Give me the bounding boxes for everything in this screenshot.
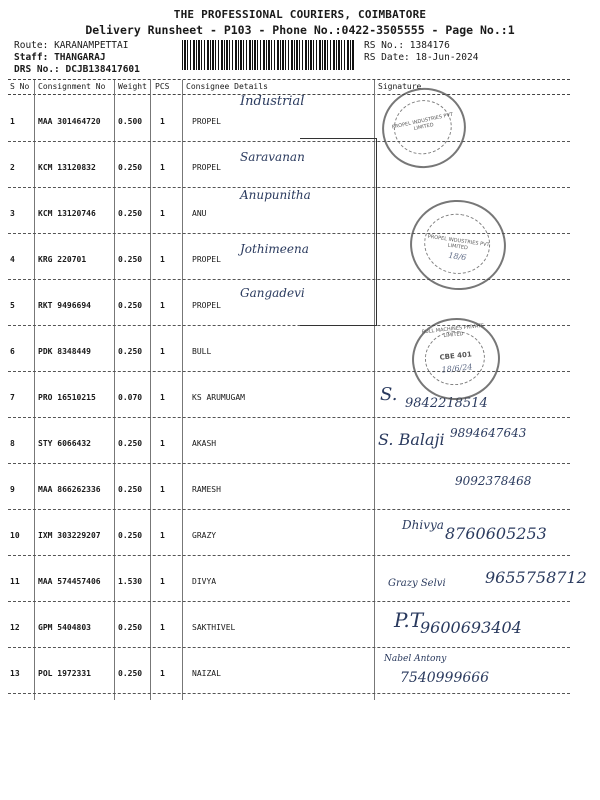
stamp-date: 18/6/24 <box>441 362 473 375</box>
row-sno: 12 <box>10 623 20 632</box>
row-weight: 0.250 <box>118 669 143 678</box>
row-sno: 1 <box>10 117 15 126</box>
row-sno: 13 <box>10 669 20 678</box>
drs-value: DCJB138417601 <box>65 64 140 75</box>
row-sno: 3 <box>10 209 15 218</box>
drs-label: DRS No.: <box>14 64 60 75</box>
row-handwriting: Industrial <box>240 94 305 109</box>
stamp-text: BULL MACHINES PRIVATE LIMITED <box>421 322 485 340</box>
stamp-text: PROPEL INDUSTRIES PVT LIMITED <box>427 233 490 252</box>
row-weight: 0.250 <box>118 163 143 172</box>
row-consignment-no: PRO 16510215 <box>38 393 96 402</box>
row-pcs: 1 <box>160 255 165 264</box>
row-weight: 0.250 <box>118 301 143 310</box>
table-row <box>8 96 570 142</box>
col-consignee: Consignee Details <box>186 82 268 91</box>
signature-row8: S. Balaji <box>378 430 445 449</box>
signature-row13: Nabel Antony <box>384 654 447 664</box>
stamp-handwritten-date: 18/6 <box>447 250 467 263</box>
row-handwriting: 8760605253 <box>445 524 547 543</box>
table-row <box>8 464 570 510</box>
row-handwriting: 9655758712 <box>485 568 587 587</box>
signature-row7: S. <box>380 384 398 405</box>
col-weight: Weight <box>118 82 147 91</box>
runsheet-subtitle: Delivery Runsheet - P103 - Phone No.:0422-3505555 - Page No.:1 <box>85 23 515 37</box>
row-sno: 9 <box>10 485 15 494</box>
row-pcs: 1 <box>160 393 165 402</box>
col-sno: S No <box>10 82 30 91</box>
row-weight: 0.250 <box>118 531 143 540</box>
col-pcs: PCS <box>155 82 170 91</box>
row-pcs: 1 <box>160 209 165 218</box>
row-pcs: 1 <box>160 301 165 310</box>
row-pcs: 1 <box>160 577 165 586</box>
table-row <box>8 556 587 602</box>
row-consignment-no: IXM 303229207 <box>38 531 101 540</box>
row-handwriting: Anupunitha <box>240 188 311 202</box>
row-consignee: AKASH <box>192 439 217 448</box>
table-row <box>8 648 570 694</box>
row-weight: 1.530 <box>118 577 143 586</box>
table-row <box>8 280 570 326</box>
row-consignee: PROPEL <box>192 163 221 172</box>
route-value: KARANAMPETTAI <box>54 40 129 51</box>
row-weight: 0.250 <box>118 623 143 632</box>
row-consignee: PROPEL <box>192 255 221 264</box>
rs-no-value: 1384176 <box>409 40 450 51</box>
row-sno: 11 <box>10 577 20 586</box>
row-sno: 7 <box>10 393 15 402</box>
signature-row10: Dhivya <box>402 518 444 532</box>
row-weight: 0.250 <box>118 347 143 356</box>
row-consignee: NAIZAL <box>192 669 221 678</box>
row-handwriting: Saravanan <box>240 150 305 164</box>
row-pcs: 1 <box>160 163 165 172</box>
row-consignee: GRAZY <box>192 531 217 540</box>
row-weight: 0.250 <box>118 255 143 264</box>
stamp-code: CBE 401 <box>439 350 473 362</box>
row-consignment-no: MAA 866262336 <box>38 485 101 494</box>
row-sno: 5 <box>10 301 15 310</box>
table-row <box>8 418 570 464</box>
row-sno: 2 <box>10 163 15 172</box>
row-consignment-no: KCM 13120832 <box>38 163 96 172</box>
row-pcs: 1 <box>160 347 165 356</box>
table-row <box>8 142 570 188</box>
row-pcs: 1 <box>160 623 165 632</box>
row-pcs: 1 <box>160 485 165 494</box>
row-consignment-no: POL 1972331 <box>38 669 91 678</box>
row-handwriting: Jothimeena <box>240 242 309 256</box>
row-weight: 0.070 <box>118 393 143 402</box>
row-separator <box>8 693 570 694</box>
row-weight: 0.250 <box>118 485 143 494</box>
rs-date-label: RS Date: <box>364 52 410 63</box>
row-handwriting: 9894647643 <box>450 426 527 440</box>
row-sno: 6 <box>10 347 15 356</box>
rs-date-line <box>364 52 478 63</box>
row-consignee: BULL <box>192 347 212 356</box>
signature-row12: P.T <box>394 608 424 632</box>
row-handwriting: 9842218514 <box>405 396 488 411</box>
row-handwriting: 9600693404 <box>420 618 522 637</box>
row-consignment-no: GPM 5404803 <box>38 623 91 632</box>
row-pcs: 1 <box>160 117 165 126</box>
row-consignment-no: STY 6066432 <box>38 439 91 448</box>
rs-no-line <box>364 40 450 51</box>
staff-value: THANGARAJ <box>54 52 106 63</box>
barcode <box>182 40 354 70</box>
grouping-bracket <box>300 138 377 326</box>
row-consignment-no: MAA 574457406 <box>38 577 101 586</box>
stamp-text: PROPEL INDUSTRIES PVT LIMITED <box>391 111 454 133</box>
row-consignee: KS ARUMUGAM <box>192 393 245 402</box>
staff-line <box>14 52 106 63</box>
header-top-rule <box>8 79 570 80</box>
row-consignee: PROPEL <box>192 301 221 310</box>
row-weight: 0.500 <box>118 117 143 126</box>
row-sno: 4 <box>10 255 15 264</box>
staff-label: Staff: <box>14 52 49 63</box>
row-consignment-no: RKT 9496694 <box>38 301 91 310</box>
col-consignment: Consignment No <box>38 82 106 91</box>
route-line <box>14 40 128 51</box>
rs-no-label: RS No.: <box>364 40 405 51</box>
rs-date-value: 18-Jun-2024 <box>415 52 479 63</box>
row-pcs: 1 <box>160 439 165 448</box>
row-consignment-no: KRG 220701 <box>38 255 87 264</box>
row-sno: 10 <box>10 531 20 540</box>
signature-row11: Grazy Selvi <box>388 578 446 589</box>
row-consignee: DIVYA <box>192 577 217 586</box>
row-consignee: PROPEL <box>192 117 221 126</box>
row-handwriting: 9092378468 <box>455 474 532 488</box>
row-handwriting: 7540999666 <box>400 670 490 686</box>
col-signature: Signature <box>378 82 422 91</box>
row-weight: 0.250 <box>118 439 143 448</box>
row-consignee: SAKTHIVEL <box>192 623 236 632</box>
row-pcs: 1 <box>160 669 165 678</box>
row-weight: 0.250 <box>118 209 143 218</box>
route-label: Route: <box>14 40 49 51</box>
row-consignee: RAMESH <box>192 485 221 494</box>
row-handwriting: Gangadevi <box>240 286 305 300</box>
row-sno: 8 <box>10 439 15 448</box>
row-consignment-no: PDK 8348449 <box>38 347 91 356</box>
drs-line <box>14 64 140 75</box>
table-row <box>8 602 570 648</box>
row-consignment-no: MAA 301464720 <box>38 117 101 126</box>
company-title: THE PROFESSIONAL COURIERS, COIMBATORE <box>173 8 427 21</box>
table-row <box>8 510 570 556</box>
row-pcs: 1 <box>160 531 165 540</box>
row-consignment-no: KCM 13120746 <box>38 209 96 218</box>
row-consignee: ANU <box>192 209 207 218</box>
